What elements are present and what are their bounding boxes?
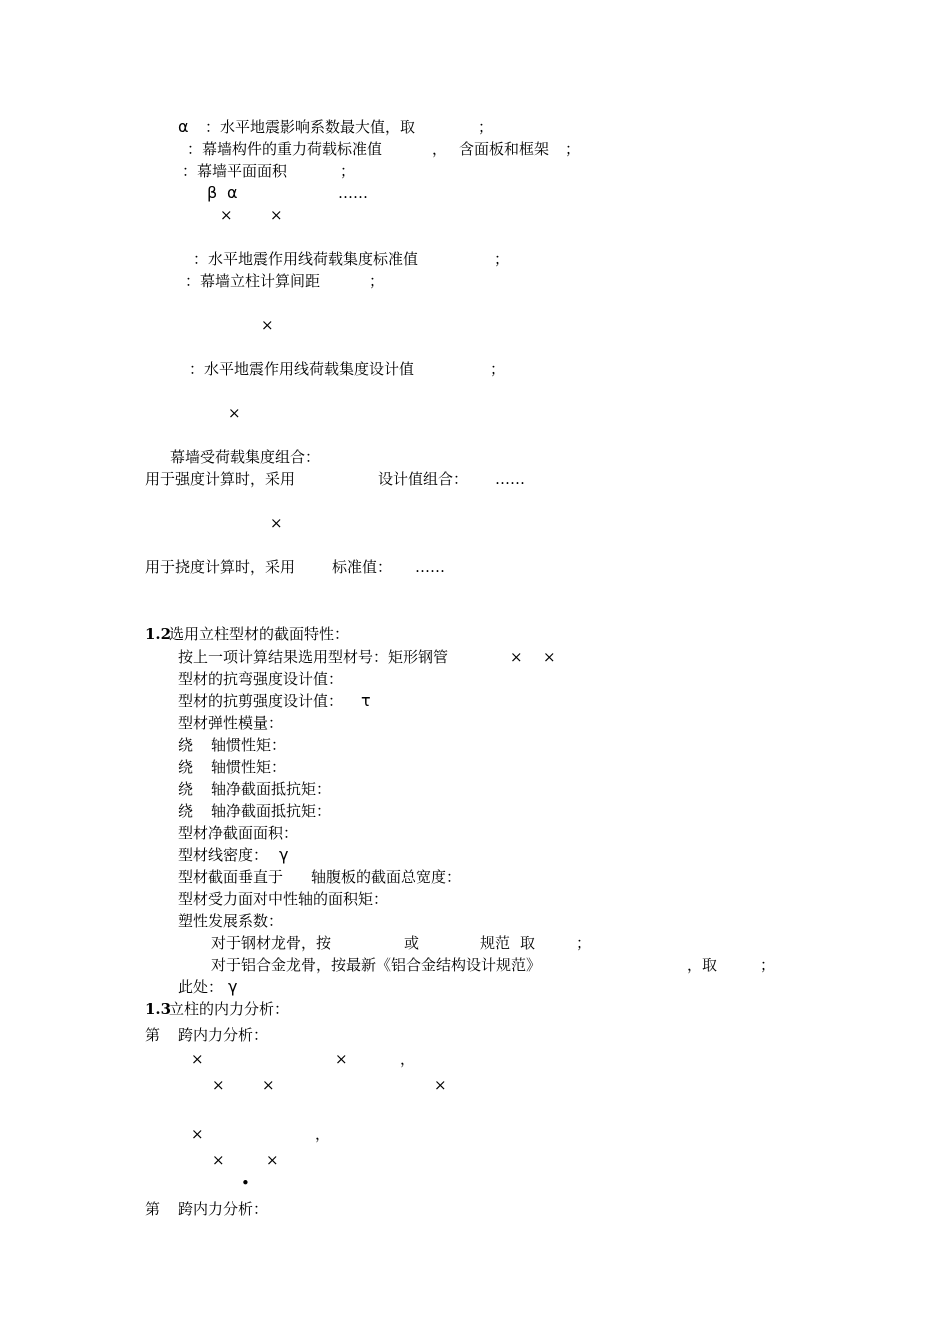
section-title: 立柱的内力分析： bbox=[169, 1000, 290, 1018]
text-line: 含面板和框架 bbox=[459, 140, 550, 158]
text-line: 轴净截面抵抗矩： bbox=[211, 802, 332, 820]
text-line: 用于挠度计算时，采用 bbox=[145, 558, 296, 576]
times-symbol: × bbox=[335, 1050, 348, 1068]
text-line: ； bbox=[565, 140, 581, 158]
text-line: 跨内力分析： bbox=[178, 1200, 269, 1218]
alpha-symbol: α bbox=[227, 183, 238, 202]
text-line: ：水平地震作用线荷载集度标准值 bbox=[193, 250, 419, 268]
text-line: 设计值组合： bbox=[378, 470, 469, 488]
text-line: 第 bbox=[145, 1026, 161, 1044]
text-line: 或 bbox=[404, 934, 420, 952]
gamma-symbol: γ bbox=[279, 845, 289, 864]
times-symbol: × bbox=[543, 648, 556, 666]
times-symbol: × bbox=[261, 316, 274, 334]
text-line: 型材的抗弯强度设计值： bbox=[178, 670, 344, 688]
text-line: 幕墙受荷载集度组合： bbox=[170, 448, 321, 466]
tau-symbol: τ bbox=[361, 691, 371, 710]
text-line: 标准值： bbox=[332, 558, 393, 576]
ellipsis: …… bbox=[415, 558, 445, 576]
text-line: ，取 bbox=[687, 956, 718, 974]
text-line: 轴惯性矩： bbox=[211, 758, 287, 776]
text-line: ， bbox=[400, 1050, 416, 1068]
times-symbol: × bbox=[191, 1125, 204, 1143]
text-line: ：幕墙平面面积 bbox=[182, 162, 288, 180]
text-line: 取 bbox=[520, 934, 536, 952]
text-line: ：水平地震影响系数最大值，取 bbox=[205, 118, 416, 136]
text-line: ； bbox=[494, 250, 510, 268]
text-line: 型材线密度： bbox=[178, 846, 269, 864]
text-line: 塑性发展系数： bbox=[178, 912, 284, 930]
text-line: ； bbox=[478, 118, 494, 136]
times-symbol: × bbox=[270, 206, 283, 224]
text-line: 用于强度计算时，采用 bbox=[145, 470, 296, 488]
section-number: 1.3 bbox=[145, 1000, 172, 1018]
text-line: 轴腹板的截面总宽度： bbox=[311, 868, 462, 886]
gamma-symbol: γ bbox=[228, 977, 238, 996]
text-line: 轴净截面抵抗矩： bbox=[211, 780, 332, 798]
text-line: ； bbox=[340, 162, 356, 180]
text-line: 轴惯性矩： bbox=[211, 736, 287, 754]
times-symbol: × bbox=[266, 1151, 279, 1169]
section-title: 选用立柱型材的截面特性： bbox=[169, 625, 350, 643]
times-symbol: × bbox=[270, 514, 283, 532]
text-line: 绕 bbox=[178, 736, 194, 754]
text-line: ：水平地震作用线荷载集度设计值 bbox=[189, 360, 415, 378]
text-line: 对于钢材龙骨，按 bbox=[211, 934, 332, 952]
text-line: ， bbox=[315, 1125, 331, 1143]
text-line: ， bbox=[432, 140, 448, 158]
text-line: ； bbox=[369, 272, 385, 290]
times-symbol: × bbox=[510, 648, 523, 666]
bullet-dot: • bbox=[241, 1174, 250, 1192]
ellipsis: …… bbox=[338, 184, 368, 202]
times-symbol: × bbox=[434, 1076, 447, 1094]
text-line: 绕 bbox=[178, 758, 194, 776]
text-line: 型材的抗剪强度设计值： bbox=[178, 692, 344, 710]
times-symbol: × bbox=[212, 1076, 225, 1094]
times-symbol: × bbox=[228, 404, 241, 422]
text-line: ：幕墙构件的重力荷载标准值 bbox=[187, 140, 383, 158]
beta-symbol: β bbox=[207, 183, 218, 202]
text-line: ； bbox=[490, 360, 506, 378]
text-line: 型材受力面对中性轴的面积矩： bbox=[178, 890, 389, 908]
times-symbol: × bbox=[191, 1050, 204, 1068]
text-line: 型材净截面面积： bbox=[178, 824, 299, 842]
text-line: 第 bbox=[145, 1200, 161, 1218]
text-line: 型材截面垂直于 bbox=[178, 868, 284, 886]
section-number: 1.2 bbox=[145, 625, 172, 643]
text-line: 按上一项计算结果选用型材号：矩形钢管 bbox=[178, 648, 449, 666]
alpha-symbol: α bbox=[178, 117, 189, 136]
text-line: 型材弹性模量： bbox=[178, 714, 284, 732]
times-symbol: × bbox=[212, 1151, 225, 1169]
ellipsis: …… bbox=[495, 470, 525, 488]
text-line: 绕 bbox=[178, 802, 194, 820]
text-line: 此处： bbox=[178, 978, 224, 996]
text-line: ：幕墙立柱计算间距 bbox=[185, 272, 321, 290]
text-line: 规范 bbox=[480, 934, 511, 952]
times-symbol: × bbox=[262, 1076, 275, 1094]
times-symbol: × bbox=[220, 206, 233, 224]
text-line: 对于铝合金龙骨，按最新《铝合金结构设计规范》 bbox=[211, 956, 542, 974]
text-line: 跨内力分析： bbox=[178, 1026, 269, 1044]
text-line: ； bbox=[576, 934, 592, 952]
text-line: 绕 bbox=[178, 780, 194, 798]
text-line: ； bbox=[760, 956, 776, 974]
